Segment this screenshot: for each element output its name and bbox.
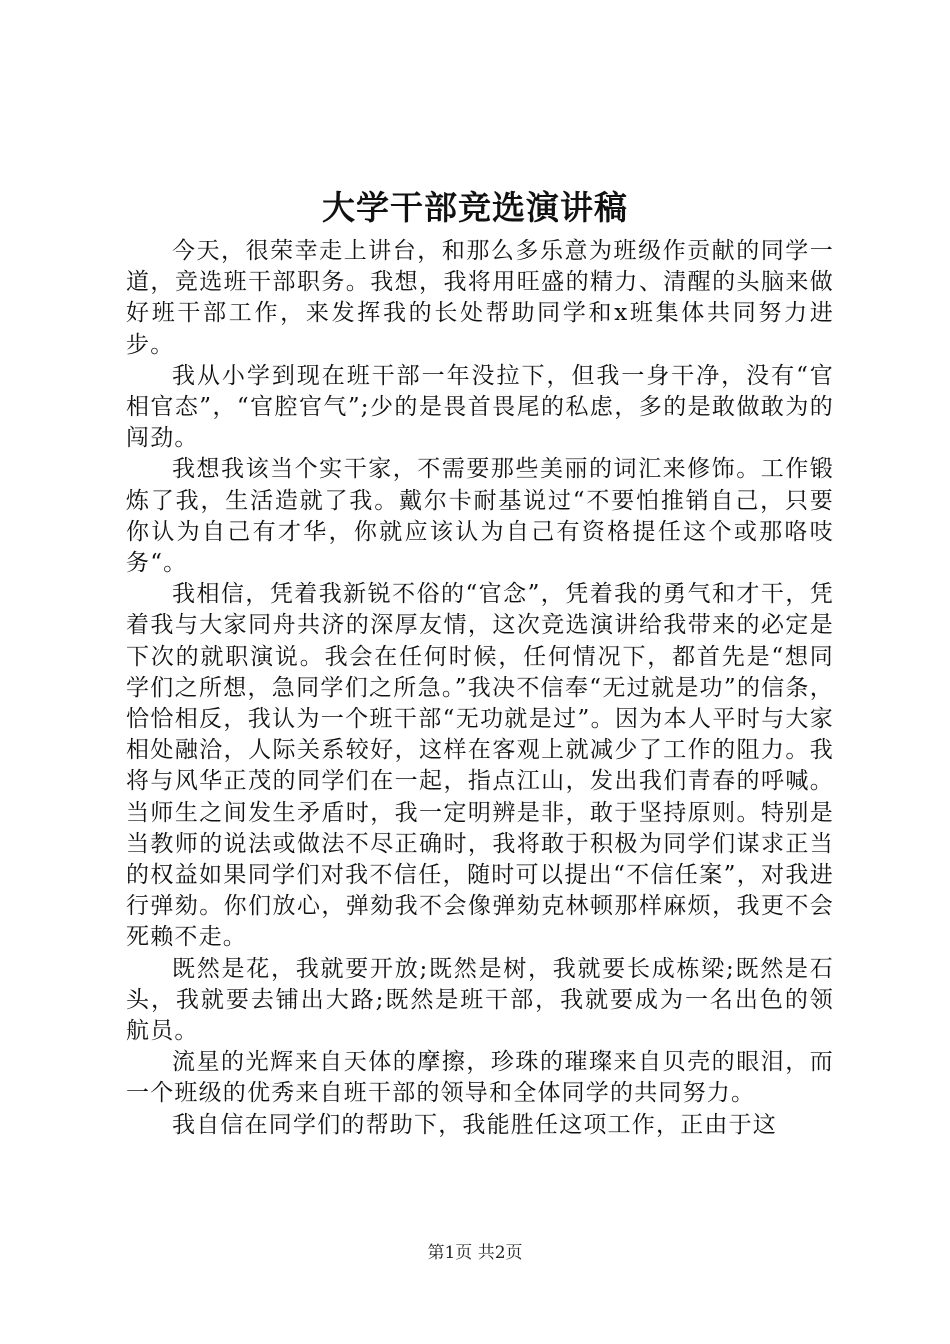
paragraph-7: 我自信在同学们的帮助下，我能胜任这项工作，正由于这 [172,1111,777,1138]
document-title: 大学干部竞选演讲稿 [322,188,628,227]
paragraph-4: 我相信，凭着我新锐不俗的“官念”，凭着我的勇气和才干，凭着我与大家同舟共济的深厚友情，这次竞选演讲给我带来的必定是下次的就职演说。我会在任何时候，任何情况下，都首先是“想同学们之所想，急同学们之所急。”我决不信奉“无过就是功”的信条，恰恰相反，我认为一个班干部“无功就是过”。因为本人平时与大家相处融洽，人际关系较好，这样在客观上就减少了工作的阻力。我将与风华正茂的同学们在一起，指点江山，发出我们青春的呼喊。当师生之间发生矛盾时，我一定明辨是非，敢于坚持原则。特别是当教师的说法或做法不尽正确时，我将敢于积极为同学们谋求正当的权益如果同学们对我不信任，随时可以提出“不信任案”，对我进行弹劾。你们放心，弹劾我不会像弹劾克林顿那样麻烦，我更不会死赖不走。 [126,581,834,951]
paragraph-2: 我从小学到现在班干部一年没拉下，但我一身干净，没有“官相官态”，“官腔官气”;少的是畏首畏尾的私虑，多的是敢做敢为的闯劲。 [126,362,834,452]
paragraph-3: 我想我该当个实干家，不需要那些美丽的词汇来修饰。工作锻炼了我，生活造就了我。戴尔卡耐基说过“不要怕推销自己，只要你认为自己有才华，你就应该认为自己有资格提任这个或那咯吱务“。 [126,456,834,577]
document-body [126,236,834,1141]
paragraph-1: 今天，很荣幸走上讲台，和那么多乐意为班级作贡献的同学一道，竞选班干部职务。我想，我将用旺盛的精力、清醒的头脑来做好班干部工作，来发挥我的长处帮助同学和x班集体共同努力进步。 [126,238,834,358]
paragraph-5: 既然是花，我就要开放;既然是树，我就要长成栋梁;既然是石头，我就要去铺出大路;既然是班干部，我就要成为一名出色的领航员。 [126,955,834,1045]
page-footer: 第1页 共2页 [427,1243,523,1263]
paragraph-6: 流星的光辉来自天体的摩擦，珍珠的璀璨来自贝壳的眼泪，而一个班级的优秀来自班干部的领导和全体同学的共同努力。 [126,1049,834,1107]
